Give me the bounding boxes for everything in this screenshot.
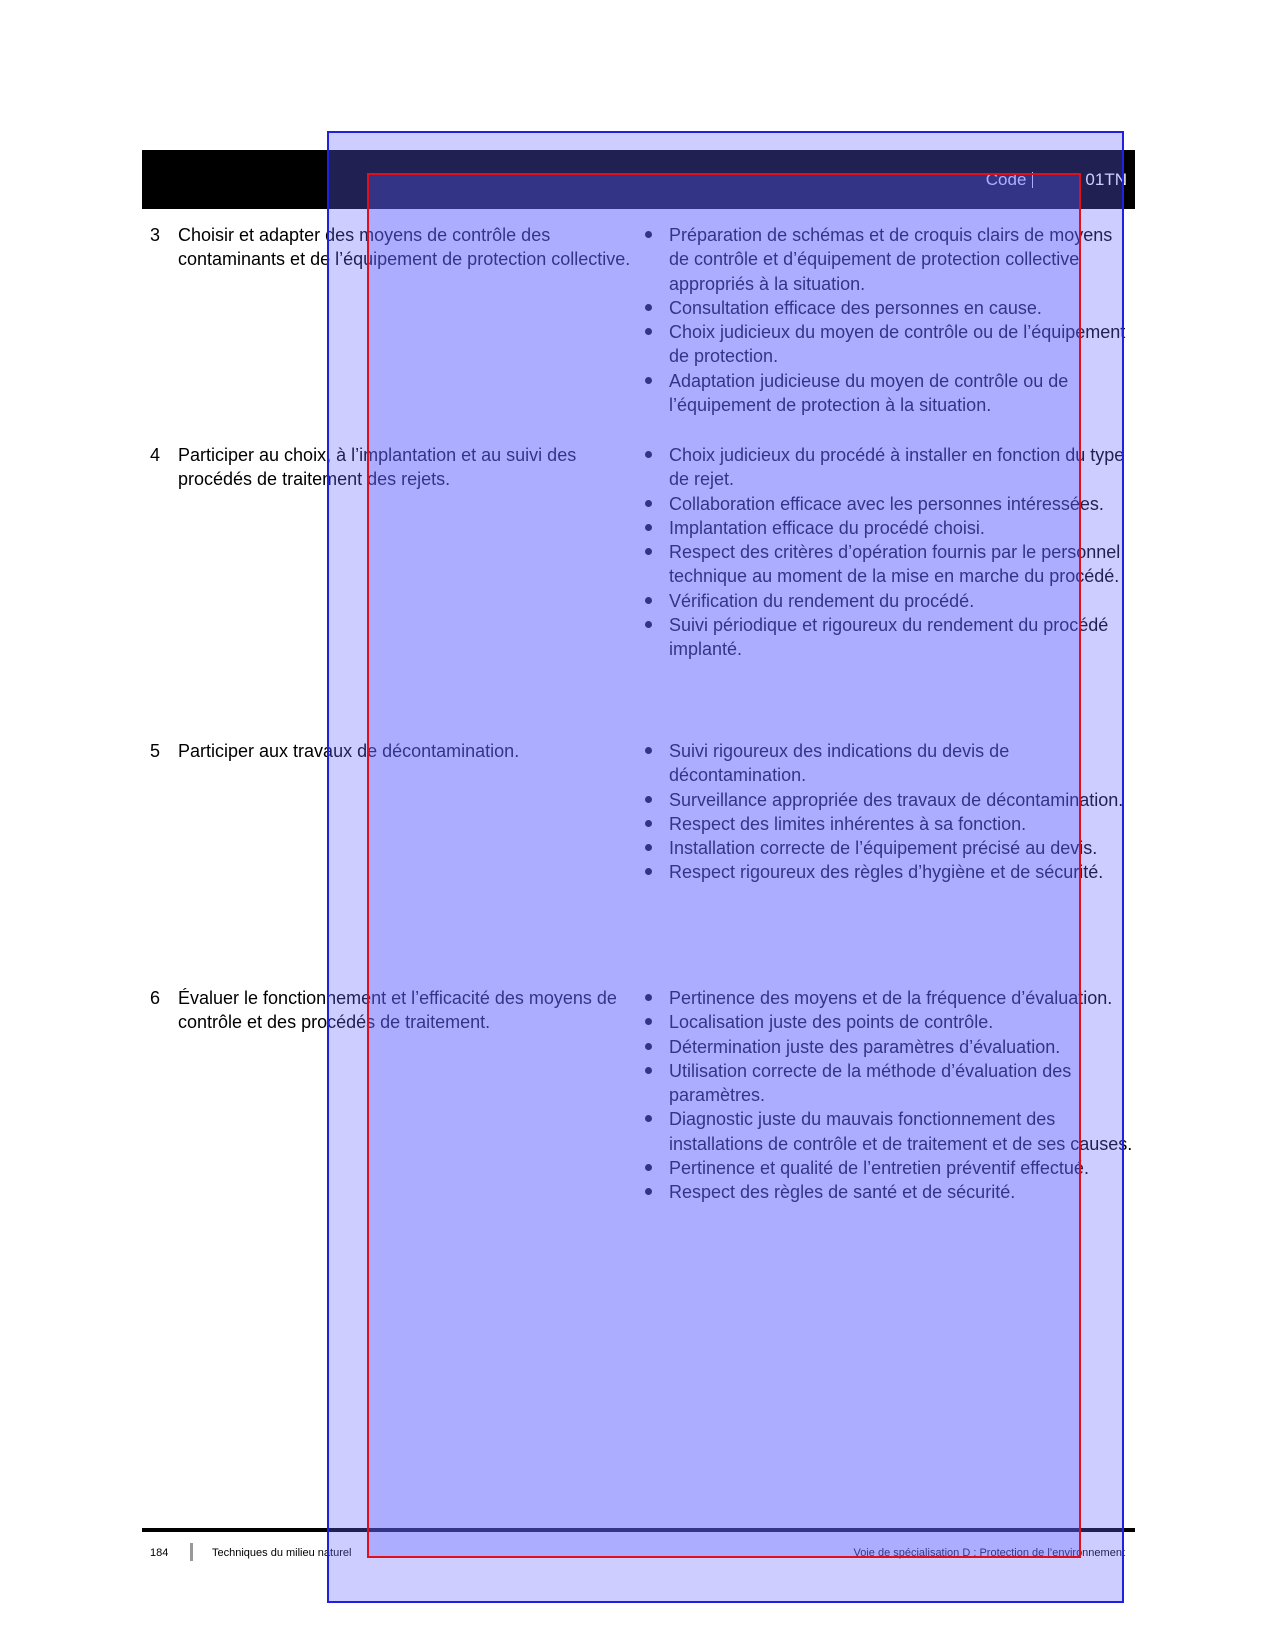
competency-number: 5 [150,741,161,761]
competency-text: Participer au choix, à l’implantation et au suivi des procédés de traitement des rejets. [178,445,577,490]
competency-number: 3 [150,225,161,245]
criterion-text: Respect des règles de santé et de sécurité. [669,1182,1016,1203]
footer-program-title: Techniques du milieu naturel [212,1547,352,1559]
criterion-text: Consultation efficace des personnes en cause. [669,297,1042,318]
criterion-text: Localisation juste des points de contrôle. [669,1012,994,1033]
footer-specialization: Voie de spécialisation D : Protection de l’environnement [853,1547,1125,1559]
selection-overlay-inner [367,170,1081,1558]
criterion-text: Collaboration efficace avec les personnes intéressées. [669,493,1104,514]
criterion-text: Implantation efficace du procédé choisi. [669,517,985,538]
competency-text: Participer aux travaux de décontamination. [178,741,520,761]
page-number: 184 [150,1547,169,1559]
criterion-text: Adaptation judicieuse du moyen de contrôle ou de l’équipement de protection à la situation. [669,370,1069,416]
criterion-text: Diagnostic juste du mauvais fonctionnement des installations de contrôle et de traitement et de ses causes. [669,1109,1133,1154]
criterion-text: Pertinence des moyens et de la fréquence d’évaluation. [669,988,1113,1008]
criterion-text: Préparation de schémas et de croquis clairs de moyens de contrôle et d’équipement de protection collective appropriés à la situation. [669,225,1113,294]
code-label: Code [985,170,1027,189]
criterion-text: Respect rigoureux des règles d’hygiène et de sécurité. [669,862,1104,883]
criterion-text: Vérification du rendement du procédé. [669,590,975,611]
criterion-text: Choix judicieux du moyen de contrôle ou de l’équipement de protection. [669,322,1126,367]
criterion-text: Utilisation correcte de la méthode d’évaluation des paramètres. [669,1060,1072,1106]
criterion-text: Respect des critères d’opération fournis par le personnel technique au moment de la mise en marche du procédé. [669,542,1121,587]
criterion-text: Respect des limites inhérentes à sa fonction. [669,813,1027,834]
competency-number: 4 [150,445,161,465]
criterion-text: Pertinence et qualité de l’entretien préventif effectué. [669,1158,1089,1179]
criterion-text: Suivi périodique et rigoureux du rendement du procédé implanté. [669,615,1109,660]
competency-number: 6 [150,988,161,1008]
footer-separator [190,1543,193,1561]
competency-text: Choisir et adapter des moyens de contrôle des contaminants et de l’équipement de protection collective. [178,225,631,270]
competency-text: Évaluer le fonctionnement et l’efficacité des moyens de contrôle et des procédés de traitement. [178,988,617,1033]
criterion-text: Installation correcte de l’équipement précisé au devis. [669,838,1098,859]
code-value: 01TN [1085,170,1127,189]
criterion-text: Détermination juste des paramètres d’évaluation. [669,1036,1061,1057]
criterion-text: Choix judicieux du procédé à installer en fonction du type de rejet. [669,445,1125,490]
criterion-text: Surveillance appropriée des travaux de décontamination. [669,789,1124,810]
criterion-text: Suivi rigoureux des indications du devis de décontamination. [669,741,1010,786]
